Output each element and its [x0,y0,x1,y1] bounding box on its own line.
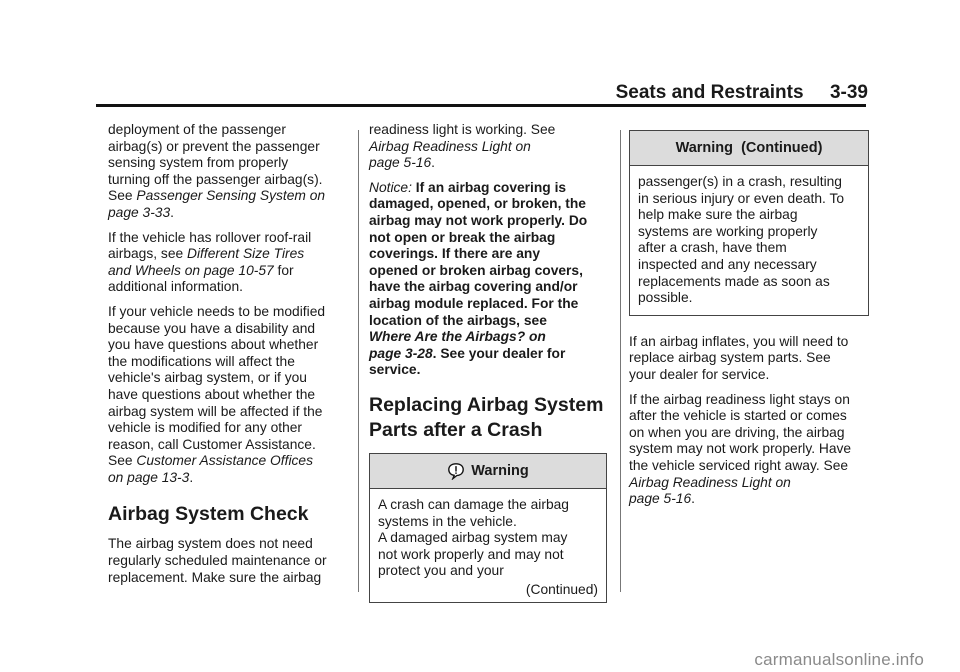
cross-reference-link[interactable]: and Wheels on page 10-57 [108,262,274,278]
text-line: help make sure the airbag [638,207,798,223]
cross-reference-link[interactable]: page 3-33 [108,204,171,220]
text-line: because you have a disability and [108,320,316,336]
text-line [108,470,346,487]
cross-reference-link[interactable]: Different Size Tires [187,246,305,262]
warning-title: Warning (Continued) [675,139,823,156]
section-title: Seats and Restraints [615,82,804,103]
notice-paragraph [369,180,607,379]
paragraph [108,536,346,586]
see-text: See [108,453,137,469]
text-fragment: airbags, see [108,246,187,262]
text-line: deployment of the passenger [108,122,286,137]
warning-speech-icon [447,462,465,480]
text-line: If the vehicle has rollover roof-rail [108,229,312,245]
cross-reference-link[interactable]: Passenger Sensing System on [136,188,326,204]
text-fragment: . See your dealer for [432,345,566,361]
text-line: vehicle's airbag system, or if you [108,370,307,386]
text-line: systems in the vehicle. [378,513,517,529]
warning-body [370,489,606,603]
text-line: the modifications will affect the [108,353,295,369]
text-line [108,453,346,470]
text-line: service. [369,362,421,378]
text-line: after the vehicle is started or comes [629,408,847,424]
paragraph [108,230,346,296]
punctuation: . [189,469,194,485]
warning-header [370,454,606,489]
text-line [108,246,346,263]
text-line [369,180,607,197]
warning-box-continued [629,130,869,316]
warning-box [369,453,607,604]
column-divider [620,130,621,592]
text-line: sensing system from properly [108,155,289,171]
text-line: systems are working properly [638,223,818,239]
header-rule [96,104,866,107]
column-divider [358,130,359,592]
punctuation: . [691,491,695,507]
paragraph [369,122,607,172]
paragraph [629,392,869,508]
warning-body [630,166,868,315]
text-line: additional information. [108,279,243,295]
text-line: readiness light is working. See [369,122,556,137]
paragraph [629,334,869,384]
text-line [369,346,607,363]
page-header [616,82,868,104]
text-line [108,263,346,280]
text-line: airbag may not work properly. Do [369,212,588,228]
notice-label: Notice: [369,179,412,195]
paragraph [108,304,346,487]
text-line: reason, call Customer Assistance. [108,436,316,452]
text-line: you have questions about whether [108,337,319,353]
text-line: The airbag system does not need [108,536,313,552]
text-line: opened or broken airbag covers, [369,262,583,278]
cross-reference-link[interactable]: page 5-16 [369,155,432,171]
text-line: in serious injury or even death. To [638,190,845,206]
text-line: regularly scheduled maintenance or [108,553,327,569]
section-heading: Airbag System Check [108,503,309,526]
section-heading [369,393,607,443]
column-1 [108,122,346,594]
heading-line: Replacing Airbag System [369,393,604,416]
cross-reference-link[interactable]: Customer Assistance Offices [136,453,313,469]
text-line: coverings. If there are any [369,246,540,262]
cross-reference-link[interactable]: page 3-28 [369,345,433,361]
text-line: protect you and your [378,563,504,579]
text-line: inspected and any necessary [638,256,817,272]
text-line [369,155,607,172]
text-line: A damaged airbag system may [378,530,568,546]
text-line: airbag(s) or prevent the passenger [108,138,320,154]
text-line: If your vehicle needs to be modified [108,303,326,319]
text-line: your dealer for service. [629,366,770,382]
cross-reference-link[interactable]: on page 13-3 [108,469,190,485]
text-line: replacements made as soon as [638,273,830,289]
text-line: replace airbag system parts. See [629,350,831,366]
text-line: airbag system will be affected if the [108,403,323,419]
text-line: turning off the passenger airbag(s). [108,171,323,187]
text-line: possible. [638,290,693,306]
text-fragment: If an airbag covering is [415,179,567,195]
cross-reference-link[interactable]: Airbag Readiness Light on [369,138,531,154]
text-line: on when you are driving, the airbag [629,424,845,440]
heading-line: Parts after a Crash [369,418,543,441]
watermark: carmanualsonline.info [754,650,924,669]
page-number: 3-39 [829,82,868,103]
see-text: See [108,188,137,204]
text-line: passenger(s) in a crash, resulting [638,174,842,189]
text-line: have questions about whether the [108,386,316,402]
text-line: damaged, opened, or broken, the [369,196,586,212]
text-line: A crash can damage the airbag [378,496,569,512]
cross-reference-link[interactable]: Airbag Readiness Light on [629,474,791,490]
text-line: location of the airbags, see [369,312,547,328]
text-line: If the airbag readiness light stays on [629,391,850,407]
text-line: system may not work properly. Have [629,441,852,457]
warning-header [630,131,868,166]
warning-title: Warning [471,462,529,479]
text-line [108,188,346,205]
cross-reference-link[interactable]: page 5-16 [629,491,692,507]
column-3 [629,122,869,516]
text-line: the vehicle serviced right away. See [629,457,849,473]
punctuation: . [431,155,435,171]
text-fragment: for [273,262,294,278]
paragraph [108,122,346,222]
text-line: not work properly and may not [378,546,564,562]
text-line [629,491,869,508]
punctuation: . [170,204,174,220]
text-line: replacement. Make sure the airbag [108,569,322,585]
text-line: airbag module replaced. For the [369,295,579,311]
text-line: vehicle is modified for any other [108,420,303,436]
continued-label: (Continued) [525,581,598,597]
text-line [108,205,346,222]
cross-reference-link[interactable]: Where Are the Airbags? on [369,329,546,345]
column-2 [369,122,607,603]
text-line: not open or break the airbag [369,229,556,245]
text-line: If an airbag inflates, you will need to [629,333,849,349]
text-line: after a crash, have them [638,240,787,256]
text-line: have the airbag covering and/or [369,279,578,295]
